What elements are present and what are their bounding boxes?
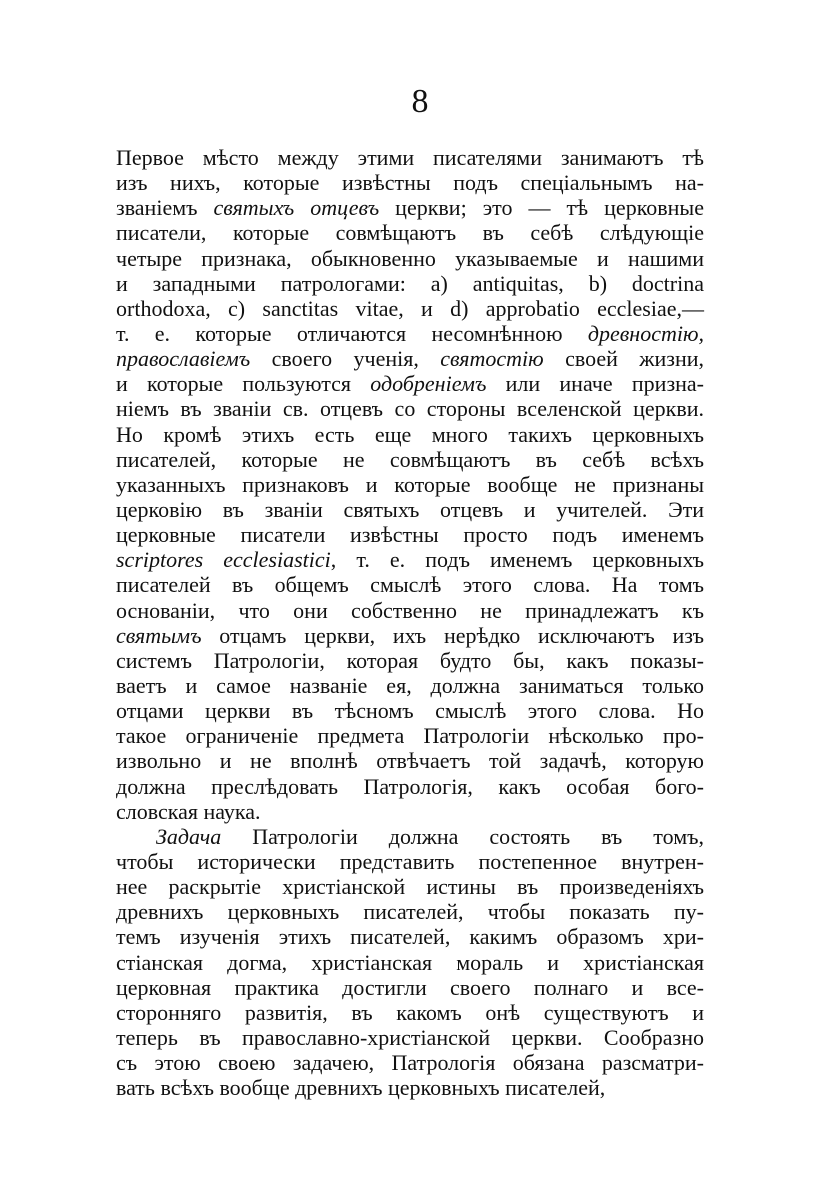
text-segment: церкви; это — тѣ церковные (379, 195, 704, 221)
text-segment: своего ученія, (250, 346, 441, 372)
text-line (116, 748, 704, 773)
text-line (116, 1000, 704, 1025)
text-line (116, 170, 704, 195)
text-line (116, 145, 704, 170)
text-segment: должна преслѣдовать Патрологія, какъ особая бого- (116, 773, 704, 799)
text-segment: древностію, (587, 320, 704, 346)
text-line (116, 447, 704, 472)
text-segment: православіемъ (116, 346, 251, 372)
text-segment: основаніи, что они собственно не принадлежатъ къ (116, 597, 704, 623)
text-segment: и которые пользуются (116, 371, 371, 397)
text-line (116, 698, 704, 723)
text-line (116, 623, 704, 648)
text-line (116, 924, 704, 949)
text-segment: извольно и не вполнѣ отвѣчаетъ той задачѣ, которую (116, 748, 704, 774)
text-line (116, 195, 704, 220)
text-segment: ваетъ и самое названіе ея, должна заниматься только (116, 672, 704, 698)
text-line (116, 1075, 704, 1100)
text-line (116, 321, 704, 346)
text-segment: святымъ (116, 622, 202, 648)
text-segment: системъ Патрологіи, которая будто бы, какъ показы- (116, 647, 704, 673)
text-line (116, 271, 704, 296)
text-line (116, 975, 704, 1000)
text-line (116, 849, 704, 874)
text-segment: своей жизни, (543, 346, 704, 372)
text-segment: такое ограниченіе предмета Патрологіи нѣсколько про- (116, 723, 704, 749)
text-line (116, 648, 704, 673)
text-segment: словская наука. (116, 798, 261, 824)
text-line (116, 547, 704, 572)
text-segment: писатели, которые совмѣщаютъ въ себѣ слѣдующіе (116, 220, 704, 246)
text-line (116, 220, 704, 245)
text-line (116, 799, 704, 824)
text-segment: Но кромѣ этихъ есть еще много такихъ церковныхъ (116, 421, 704, 447)
text-line (116, 899, 704, 924)
text-segment: церковію въ званіи святыхъ отцевъ и учителей. Эти (116, 496, 704, 522)
text-line (116, 497, 704, 522)
text-line (116, 522, 704, 547)
text-line (116, 422, 704, 447)
text-segment: стіанская догма, христіанская мораль и христіанская (116, 949, 704, 975)
text-segment: , т. е. подъ именемъ церковныхъ (330, 547, 704, 573)
page-number: 8 (411, 83, 429, 120)
text-segment: Патрологіи должна состоять въ томъ, (221, 823, 704, 849)
text-segment: церковные писатели извѣстны просто подъ именемъ (116, 522, 704, 548)
text-line (116, 598, 704, 623)
text-line (116, 874, 704, 899)
text-segment: вать всѣхъ вообще древнихъ церковныхъ писателей, (116, 1075, 606, 1101)
text-line (116, 1050, 704, 1075)
text-segment: чтобы исторически представить постепенное внутрен- (116, 848, 704, 874)
text-segment: церковная практика достигли своего полнаго и все- (116, 974, 704, 1000)
text-segment: orthodoxa, c) sanctitas vitae, и d) approbatio ecclesiae,— (116, 295, 704, 321)
text-segment: святостію (440, 346, 544, 372)
text-line (116, 296, 704, 321)
text-segment: отцамъ церкви, ихъ нерѣдко исключаютъ изъ (201, 622, 704, 648)
text-segment: одобреніемъ (370, 371, 487, 397)
body-text (116, 145, 704, 1100)
text-segment: указанныхъ признаковъ и которые вообще не признаны (116, 471, 704, 497)
text-segment: писателей, которые не совмѣщаютъ въ себѣ всѣхъ (116, 446, 704, 472)
text-line (116, 572, 704, 597)
text-segment: нее раскрытіе христіанской истины въ произведеніяхъ (116, 874, 704, 900)
text-line (116, 723, 704, 748)
text-segment: ніемъ въ званіи св. отцевъ со стороны вселенской церкви. (116, 396, 704, 422)
text-segment: scriptores ecclesiastici (116, 547, 331, 573)
text-line (116, 950, 704, 975)
text-line (116, 371, 704, 396)
text-line (116, 396, 704, 421)
text-segment: и западными патрологами: a) antiquitas, b) doctrina (116, 270, 704, 296)
text-line (116, 246, 704, 271)
text-segment: Задача (156, 823, 222, 849)
text-segment: сторонняго развитія, въ какомъ онѣ существуютъ и (116, 999, 704, 1025)
text-segment: писателей въ общемъ смыслѣ этого слова. На томъ (116, 572, 704, 598)
text-segment: четыре признака, обыкновенно указываемые и нашими (116, 245, 704, 271)
text-segment: древнихъ церковныхъ писателей, чтобы показать пу- (116, 899, 704, 925)
text-line (116, 824, 704, 849)
text-line (116, 673, 704, 698)
text-segment: отцами церкви въ тѣсномъ смыслѣ этого слова. Но (116, 698, 704, 724)
text-line (116, 472, 704, 497)
text-line (116, 346, 704, 371)
text-segment: т. е. которые отличаются несомнѣнною (116, 320, 588, 346)
text-segment: Первое мѣсто между этими писателями занимаютъ тѣ (116, 145, 704, 170)
text-segment: изъ нихъ, которые извѣстны подъ спеціальнымъ на- (116, 170, 704, 196)
text-segment: темъ изученія этихъ писателей, какимъ образомъ хри- (116, 924, 704, 950)
text-line (116, 1025, 704, 1050)
text-segment: святыхъ отцевъ (213, 195, 380, 221)
text-segment: теперь въ православно-христіанской церкви. Сообразно (116, 1024, 704, 1050)
text-line (116, 774, 704, 799)
text-segment: званіемъ (116, 195, 214, 221)
text-segment: или иначе призна- (486, 371, 705, 397)
text-segment: съ этою своею задачею, Патрологія обязана разсматри- (116, 1050, 704, 1076)
